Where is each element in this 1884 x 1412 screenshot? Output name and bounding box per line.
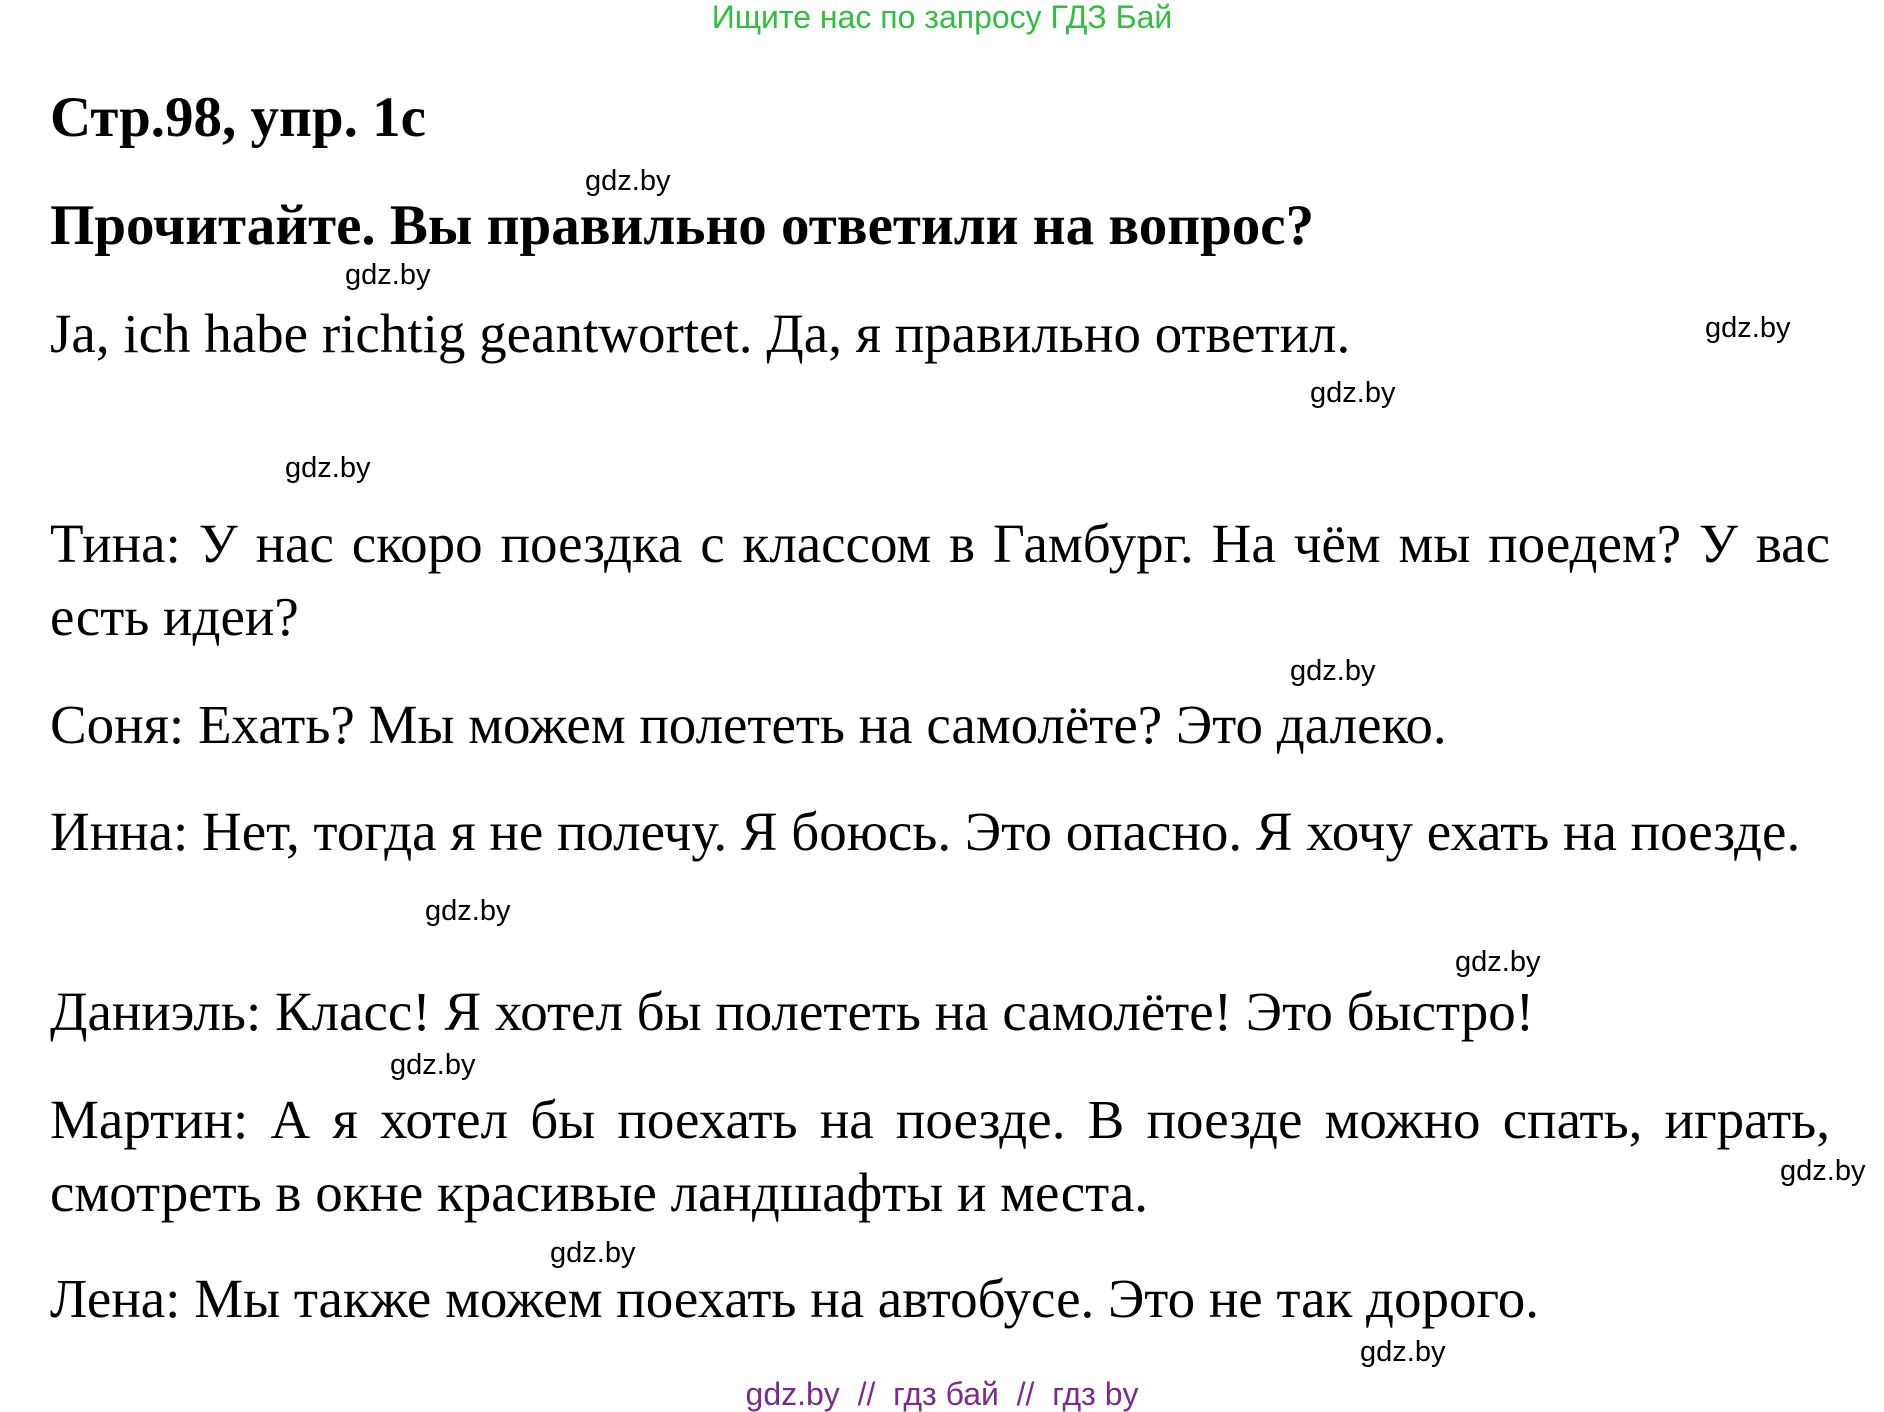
watermark: gdz.by: [1290, 655, 1376, 687]
watermark: gdz.by: [285, 452, 371, 484]
answer-text: Ja, ich habe richtig geantwortet. Да, я правильно ответил.: [50, 303, 1351, 364]
search-banner[interactable]: Ищите нас по запросу ГДЗ Бай: [711, 0, 1173, 35]
dialogue-line-sonya: Соня: Ехать? Мы можем полететь на самолёте? Это далеко.: [50, 694, 1447, 755]
watermark: gdz.by: [1455, 946, 1541, 978]
task-instruction: Прочитайте. Вы правильно ответили на вопрос?: [50, 194, 1315, 257]
dialogue-line-lena: Лена: Мы также можем поехать на автобусе. Это не так дорого.: [50, 1268, 1539, 1329]
dialogue-line-martin: Мартин: А я хотел бы поехать на поезде. В поезде можно спать, играть, смотреть в окне красивые ландшафты и места.: [50, 1089, 1830, 1223]
watermark: gdz.by: [425, 895, 511, 927]
dialogue-line-daniel: Даниэль: Класс! Я хотел бы полететь на самолёте! Это быстро!: [50, 981, 1535, 1042]
watermark: gdz.by: [390, 1049, 476, 1081]
dialogue-line-inna: Инна: Нет, тогда я не полечу. Я боюсь. Это опасно. Я хочу ехать на поезде.: [50, 801, 1801, 862]
footer-links[interactable]: gdz.by // гдз бай // гдз by: [745, 1376, 1139, 1412]
dialogue-line-tina: Тина: У нас скоро поездка с классом в Гамбург. На чём мы поедем? У вас есть идеи?: [50, 513, 1830, 647]
watermark: gdz.by: [1310, 377, 1396, 409]
page-title: Стр.98, упр. 1с: [50, 86, 426, 149]
watermark: gdz.by: [550, 1237, 636, 1269]
watermark: gdz.by: [1360, 1336, 1446, 1368]
watermark: gdz.by: [345, 259, 431, 291]
watermark: gdz.by: [1780, 1155, 1866, 1187]
watermark: gdz.by: [585, 165, 671, 197]
watermark: gdz.by: [1705, 312, 1791, 344]
